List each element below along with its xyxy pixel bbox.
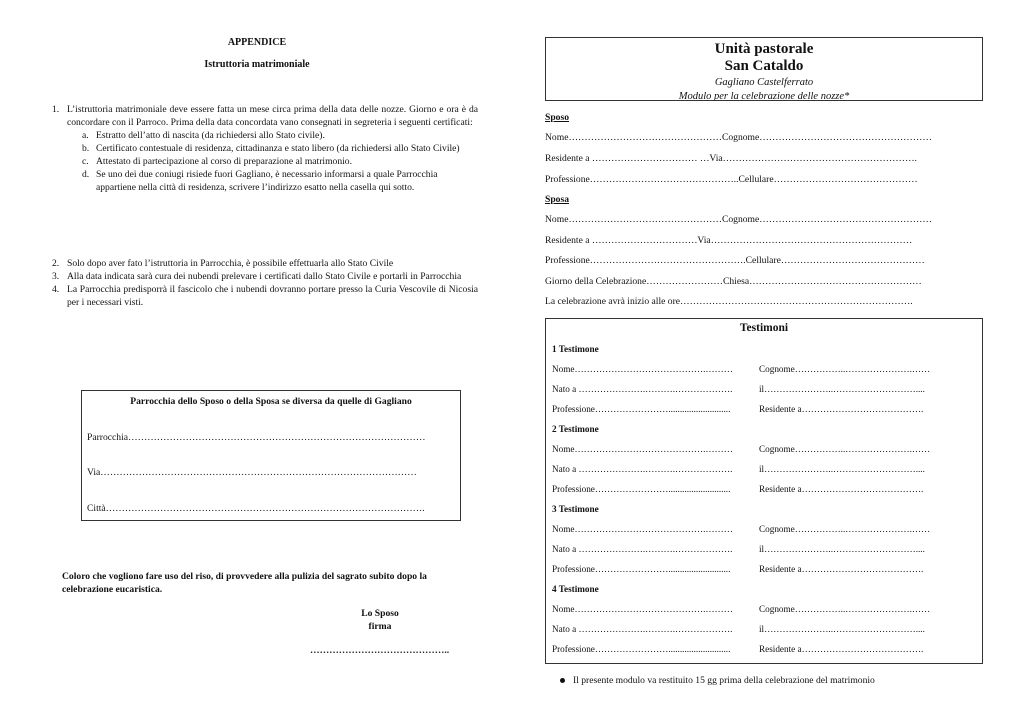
witnesses-title: Testimoni (739, 322, 789, 334)
citta-field[interactable]: Città………………………………………………………………………………………. (87, 503, 425, 514)
via-field[interactable]: Via……………………………………………………………………………………… (87, 467, 417, 478)
witness-birthdate[interactable]: il…………………..……………………….... (759, 464, 925, 474)
appendix-title: APPENDICE (227, 37, 287, 48)
sposo-name-row[interactable]: Nome…………………………………………Cognome……………………………………………… (545, 132, 932, 143)
header-form-title: Modulo per la celebrazione delle nozze* (678, 91, 850, 101)
parish-box-title: Parrocchia dello Sposo o della Sposa se diversa da quelle di Gagliano (130, 396, 412, 407)
list-item (52, 103, 478, 129)
witness-surname[interactable]: Cognome……………..………………….…… (759, 444, 931, 454)
sposa-profession-row[interactable]: Professione………………………………………….Cellulare……………………………………… (545, 255, 925, 266)
witness-birthdate[interactable]: il…………………..……………………….... (759, 624, 925, 634)
witness-profession[interactable]: Professione……………………........................... (552, 404, 731, 414)
witnesses-box (545, 318, 983, 664)
sub-list-item (82, 129, 478, 142)
sub-text: Certificato contestuale di residenza, cittadinanza e stato libero (da richiedersi allo Stato Civile) (96, 143, 460, 154)
witness-name[interactable]: Nome…………………………………….……… (552, 364, 733, 374)
witness-3-label: 3 Testimone (552, 504, 599, 514)
sub-letter: a. (82, 130, 89, 141)
header-box (545, 37, 983, 101)
item-number: 1. (52, 104, 60, 115)
celebration-day-row[interactable]: Giorno della Celebrazione……………………Chiesa……………………………………………… (545, 276, 922, 287)
item-text: L’istruttoria matrimoniale deve essere fatta un mese circa prima della data delle nozze. Giorno e ora è da concordare con il Parroco. Prima della data concordata vano consegnati in segreteria i seguenti certificati: (67, 104, 478, 128)
footer-note (560, 674, 875, 687)
sub-text: Attestato di partecipazione al corso di preparazione al matrimonio. (96, 156, 353, 167)
item-text: Alla data indicata sarà cura dei nubendi prelevare i certificati dallo Stato Civile e portarli in Parrocchia (67, 271, 462, 282)
header-unit: Unità pastorale (714, 41, 814, 57)
bullet-icon (560, 678, 565, 683)
instructions-list-continued (52, 257, 478, 309)
witness-residence[interactable]: Residente a…………………………………. (759, 564, 924, 574)
sub-letter: c. (82, 156, 89, 167)
sub-letter: b. (82, 143, 90, 154)
item-number: 3. (52, 271, 60, 282)
appendix-subtitle: Istruttoria matrimoniale (204, 59, 310, 70)
sposo-residence-row[interactable]: Residente a …………………………… …Via……………………………………………………. (545, 153, 917, 164)
rice-note: Coloro che vogliono fare uso del riso, di provvedere alla pulizia del sagrato subito dopo la celebrazione eucaristica. (62, 571, 427, 595)
sub-list (52, 129, 478, 194)
item-number: 4. (52, 284, 60, 295)
witness-residence[interactable]: Residente a…………………………………. (759, 644, 924, 654)
witness-surname[interactable]: Cognome……………..………………….…… (759, 364, 931, 374)
sub-text: Estratto dell’atto di nascita (da richiedersi allo Stato civile). (96, 130, 325, 141)
witness-profession[interactable]: Professione……………………........................... (552, 484, 731, 494)
instructions-list (52, 103, 478, 194)
witness-birthplace[interactable]: Nato a ………………….……….………………. (552, 384, 733, 394)
item-text: La Parrocchia predisporrà il fascicolo che i nubendi dovranno portare presso la Curia Vescovile di Nicosia per i necessari visti. (67, 284, 478, 308)
list-item (52, 257, 478, 270)
witness-4-label: 4 Testimone (552, 584, 599, 594)
sposo-profession-row[interactable]: Professione………………………………………..Cellulare……………………………………… (545, 174, 918, 185)
sub-list-item (82, 142, 478, 155)
witness-name[interactable]: Nome…………………………………….……… (552, 444, 733, 454)
sub-text: Se uno dei due coniugi risiede fuori Gagliano, è necessario informarsi a quale Parrocchia appartiene nella città di residenza, scrivere l’indirizzo esatto nella casella qui sotto. (96, 169, 438, 193)
header-parish: San Cataldo (724, 58, 804, 74)
sub-list-item (82, 155, 478, 168)
witness-name[interactable]: Nome…………………………………….……… (552, 524, 733, 534)
witness-birthdate[interactable]: il…………………..……………………….... (759, 544, 925, 554)
witness-profession[interactable]: Professione……………………........................... (552, 564, 731, 574)
sposa-residence-row[interactable]: Residente a ……………………………Via……………………………………………………… (545, 235, 913, 246)
sposo-label: Sposo (545, 112, 569, 123)
list-item (52, 283, 478, 309)
footer-note-text: Il presente modulo va restituito 15 gg prima della celebrazione del matrimonio (573, 675, 875, 686)
parish-box (81, 390, 461, 521)
celebration-time-row[interactable]: La celebrazione avrà inizio alle ore………………………………………………………………. (545, 296, 913, 307)
sposa-label: Sposa (545, 194, 569, 205)
witness-residence[interactable]: Residente a…………………………………. (759, 404, 924, 414)
sub-letter: d. (82, 169, 90, 180)
sub-list-item (82, 168, 478, 194)
witness-surname[interactable]: Cognome……………..………………….…… (759, 524, 931, 534)
item-text: Solo dopo aver fato l’istruttoria in Parrocchia, è possibile effettuarla allo Stato Civile (67, 258, 394, 269)
witness-birthplace[interactable]: Nato a ………………….……….………………. (552, 464, 733, 474)
list-item (52, 270, 478, 283)
signature-line[interactable]: …………………………………….. (310, 645, 450, 656)
witness-1-label: 1 Testimone (552, 344, 599, 354)
header-town: Gagliano Castelferrato (714, 77, 814, 88)
witness-surname[interactable]: Cognome……………..………………….…… (759, 604, 931, 614)
parrocchia-field[interactable]: Parrocchia………………………………………………………………………………… (87, 432, 426, 443)
witness-name[interactable]: Nome…………………………………….……… (552, 604, 733, 614)
witness-profession[interactable]: Professione……………………........................... (552, 644, 731, 654)
signature-name: Lo Sposo (361, 608, 399, 619)
witness-birthplace[interactable]: Nato a ………………….……….………………. (552, 544, 733, 554)
sposa-name-row[interactable]: Nome…………………………………………Cognome……………………………………………… (545, 214, 932, 225)
witness-2-label: 2 Testimone (552, 424, 599, 434)
witness-residence[interactable]: Residente a…………………………………. (759, 484, 924, 494)
item-number: 2. (52, 258, 60, 269)
witness-birthplace[interactable]: Nato a ………………….……….………………. (552, 624, 733, 634)
witness-birthdate[interactable]: il…………………..……………………….... (759, 384, 925, 394)
signature-label: firma (368, 621, 392, 632)
